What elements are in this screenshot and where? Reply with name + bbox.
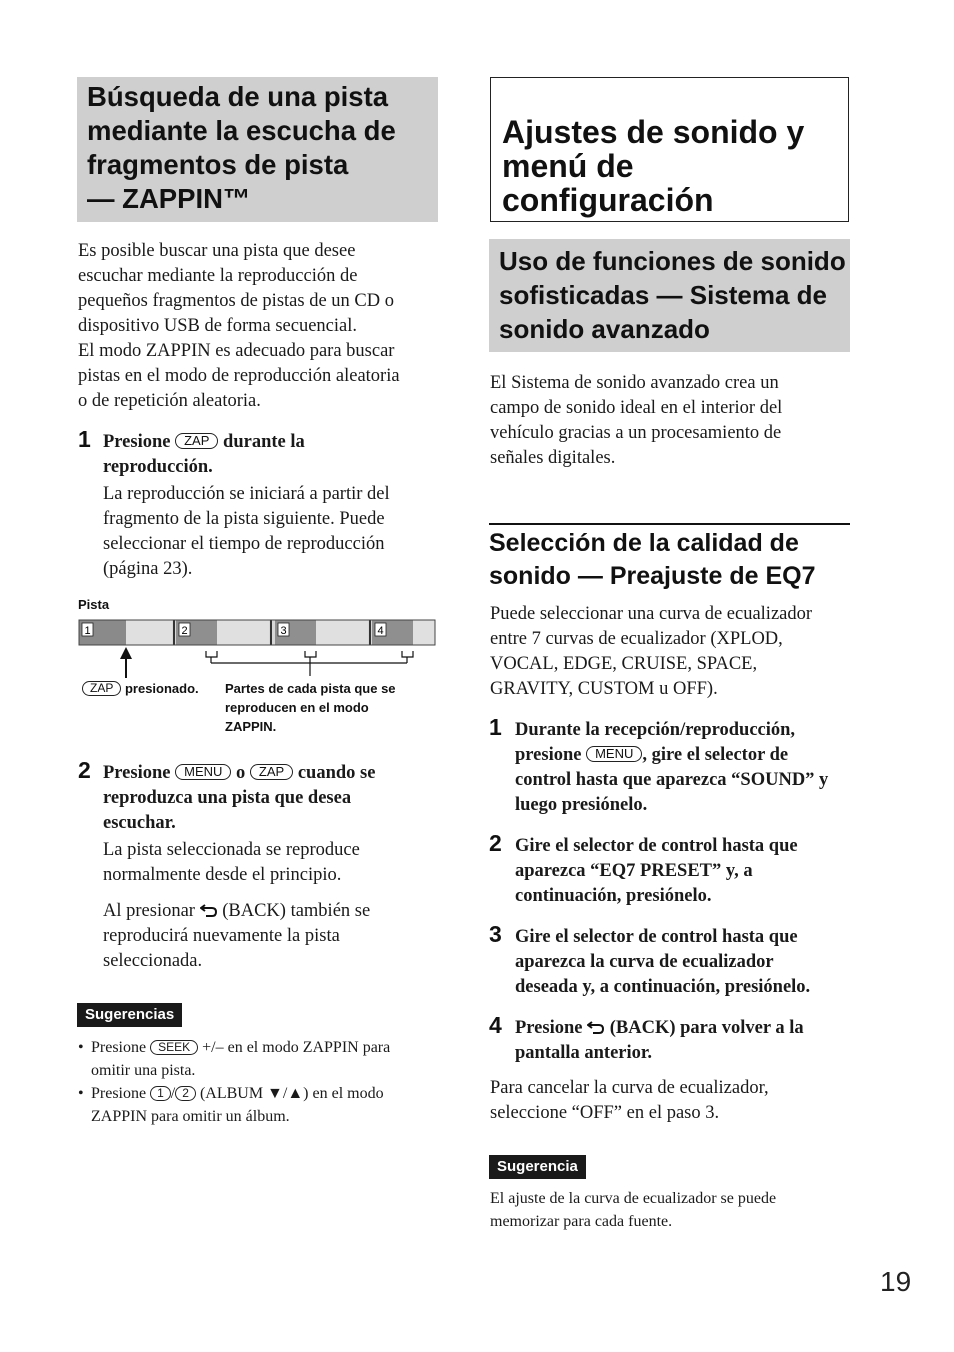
track-1-segment — [126, 620, 172, 645]
eq-step-3-line: deseada y, a continuación, presiónelo. — [515, 977, 811, 997]
main-title-line: configuración — [502, 182, 714, 218]
step-1-desc-line: La reproducción se iniciará a partir del — [103, 484, 390, 504]
intro-line: El modo ZAPPIN es adecuado para buscar — [78, 341, 395, 361]
eq-step-1-pre: presione — [515, 745, 582, 765]
seek-key: SEEK — [150, 1040, 198, 1055]
step-2-mid: o — [236, 763, 246, 783]
intro-line: Es posible buscar una pista que desee — [78, 241, 356, 261]
step-1-line2: reproducción. — [103, 457, 213, 477]
eq-step-2-line: aparezca “EQ7 PRESET” y, a — [515, 861, 753, 881]
intro-line: pistas en el modo de reproducción aleatoria — [78, 366, 400, 386]
tip-1-post: +/– en el modo ZAPPIN para — [202, 1039, 391, 1056]
step-1-instruction — [103, 430, 443, 480]
parts-label-line: Partes de cada pista que se — [225, 681, 396, 696]
up-arrow-icon — [120, 647, 132, 678]
eq-intro — [490, 602, 852, 702]
tip-tag: Sugerencia — [489, 1155, 586, 1179]
eq-heading-rule — [489, 523, 850, 525]
sound-section-heading — [489, 239, 850, 352]
tip-2-line2: ZAPPIN para omitir un álbum. — [91, 1108, 290, 1125]
track-number-1-text: 1 — [84, 625, 91, 637]
step-2-desc-line: normalmente desde el principio. — [103, 865, 342, 885]
tip-item — [78, 1082, 443, 1128]
step-1-pre: Presione — [103, 432, 171, 452]
eq-intro-line: GRAVITY, CUSTOM u OFF). — [490, 679, 718, 699]
track-number-2 — [179, 623, 190, 637]
track-2-segment — [217, 620, 269, 645]
eq-step-1-post: , gire el selector de — [642, 745, 789, 765]
main-section-title — [490, 77, 849, 222]
zappin-intro — [78, 239, 448, 414]
zap-pressed-label — [82, 679, 199, 698]
tip-item — [78, 1036, 443, 1082]
zap-key-small: ZAP — [82, 681, 121, 696]
sound-heading-line: Uso de funciones de sonido — [499, 246, 846, 276]
step-2-number: 2 — [78, 757, 91, 783]
back-icon — [587, 1020, 605, 1034]
sound-intro-line: El Sistema de sonido avanzado crea un — [490, 373, 779, 393]
track-number-4-text: 4 — [377, 625, 384, 637]
eq-step-2-instruction — [515, 834, 855, 909]
track-4-segment — [413, 620, 435, 645]
sound-intro-line: campo de sonido ideal en el interior del — [490, 398, 783, 418]
step-1-desc-line: fragmento de la pista siguiente. Puede — [103, 509, 385, 529]
step-2-instruction — [103, 761, 448, 836]
eq-intro-line: VOCAL, EDGE, CRUISE, SPACE, — [490, 654, 758, 674]
zappin-heading-line-2: mediante la escucha de — [87, 115, 396, 146]
eq-step-4-post: (BACK) para volver a la — [609, 1018, 804, 1038]
number-2-key: 2 — [175, 1086, 196, 1101]
main-title-line: Ajustes de sonido y — [502, 114, 805, 150]
parts-label-line: ZAPPIN. — [225, 719, 277, 734]
zappin-heading-line-3: fragmentos de pista — [87, 149, 349, 180]
step-2-pre: Presione — [103, 763, 171, 783]
main-title-line: menú de — [502, 148, 634, 184]
eq-intro-line: Puede seleccionar una curva de ecualizador — [490, 604, 813, 624]
step-2-back-note — [103, 899, 443, 974]
eq-step-2-line: continuación, presiónelo. — [515, 886, 712, 906]
intro-line: dispositivo USB de forma secuencial. — [78, 316, 357, 336]
sound-intro-line: vehículo gracias a un procesamiento de — [490, 423, 782, 443]
eq-step-2-line: Gire el selector de control hasta que — [515, 836, 798, 856]
sound-heading-line: sonido avanzado — [499, 314, 710, 344]
step-2-post: cuando se — [297, 763, 376, 783]
track-number-4 — [375, 623, 386, 637]
step-1-post: durante la — [223, 432, 305, 452]
zappin-track-diagram — [78, 618, 438, 680]
tip-2-sep: / — [170, 1085, 176, 1102]
eq-step-1-number: 1 — [489, 714, 502, 740]
step-2-line3: escuchar. — [103, 813, 176, 833]
eq-step-3-instruction — [515, 925, 855, 1000]
back-pre: Al presionar — [103, 901, 195, 921]
cancel-line: seleccione “OFF” en el paso 3. — [490, 1103, 720, 1123]
tip-1-line2: omitir una pista. — [91, 1062, 196, 1079]
eq-heading-line: sonido — Preajuste de EQ7 — [489, 562, 816, 590]
tips-tag: Sugerencias — [77, 1003, 182, 1027]
step-1-number: 1 — [78, 426, 91, 452]
step-2-description — [103, 838, 443, 888]
eq-tip-line: memorizar para cada fuente. — [490, 1213, 673, 1230]
intro-line: escuchar mediante la reproducción de — [78, 266, 358, 286]
intro-line: o de repetición aleatoria. — [78, 391, 261, 411]
tips-list — [78, 1036, 443, 1128]
tip-2-post: (ALBUM ▼/▲) en el modo — [199, 1085, 384, 1102]
zappin-parts-label — [225, 679, 440, 736]
zap-key: ZAP — [175, 433, 218, 449]
eq-step-3-line: aparezca la curva de ecualizador — [515, 952, 774, 972]
sound-heading-line: sofisticadas — Sistema de — [499, 280, 828, 310]
step-2-desc-line: La pista seleccionada se reproduce — [103, 840, 360, 860]
parts-label-line: reproducen en el modo — [225, 700, 369, 715]
step-2-line2: reproduzca una pista que desea — [103, 788, 352, 808]
zappin-heading-line-4: — ZAPPIN™ — [87, 183, 251, 214]
back-icon — [200, 903, 218, 917]
track-number-2-text: 2 — [181, 625, 188, 637]
eq-step-1-line1: Durante la recepción/reproducción, — [515, 720, 796, 740]
eq-step-1-line3: control hasta que aparezca “SOUND” y — [515, 770, 829, 790]
cancel-note — [490, 1076, 850, 1126]
zappin-section-heading — [77, 77, 438, 222]
track-number-3 — [278, 623, 289, 637]
sound-intro-line: señales digitales. — [490, 448, 616, 468]
eq-step-4-pre: Presione — [515, 1018, 583, 1038]
eq-tip-line: El ajuste de la curva de ecualizador se puede — [490, 1190, 777, 1207]
zap-key: ZAP — [250, 764, 293, 780]
tip-1-pre: Presione — [91, 1039, 147, 1056]
eq-section-heading — [489, 527, 850, 593]
track-number-3-text: 3 — [280, 625, 287, 637]
tip-2-pre: Presione — [91, 1085, 147, 1102]
pressed-text: presionado. — [124, 681, 199, 696]
back-note-line: reproducirá nuevamente la pista — [103, 926, 340, 946]
eq-tip — [490, 1187, 850, 1233]
track-3-segment — [316, 620, 368, 645]
diagram-title: Pista — [78, 597, 110, 612]
number-1-key: 1 — [150, 1086, 171, 1101]
eq-intro-line: entre 7 curvas de ecualizador (XPLOD, — [490, 629, 783, 649]
eq-heading-line: Selección de la calidad de — [489, 529, 799, 557]
page-number: 19 — [880, 1266, 912, 1297]
eq-step-4-line2: pantalla anterior. — [515, 1043, 653, 1063]
eq-step-1-line4: luego presiónelo. — [515, 795, 648, 815]
step-1-description — [103, 482, 443, 582]
zappin-heading-line-1: Búsqueda de una pista — [87, 81, 389, 112]
intro-line: pequeños fragmentos de pistas de un CD o — [78, 291, 394, 311]
eq-step-3-number: 3 — [489, 921, 502, 947]
back-note-line: seleccionada. — [103, 951, 203, 971]
zappin-parts-bracket — [206, 651, 413, 676]
eq-step-2-number: 2 — [489, 830, 502, 856]
back-post: (BACK) también se — [222, 901, 371, 921]
menu-key: MENU — [586, 746, 642, 762]
eq-step-4-number: 4 — [489, 1012, 502, 1038]
eq-step-4-instruction — [515, 1016, 855, 1066]
cancel-line: Para cancelar la curva de ecualizador, — [490, 1078, 769, 1098]
sound-intro — [490, 371, 850, 471]
menu-key: MENU — [175, 764, 231, 780]
eq-step-3-line: Gire el selector de control hasta que — [515, 927, 798, 947]
eq-step-1-instruction — [515, 718, 855, 818]
step-1-desc-line: (página 23). — [103, 559, 193, 579]
step-1-desc-line: seleccionar el tiempo de reproducción — [103, 534, 385, 554]
track-number-1 — [82, 623, 93, 637]
